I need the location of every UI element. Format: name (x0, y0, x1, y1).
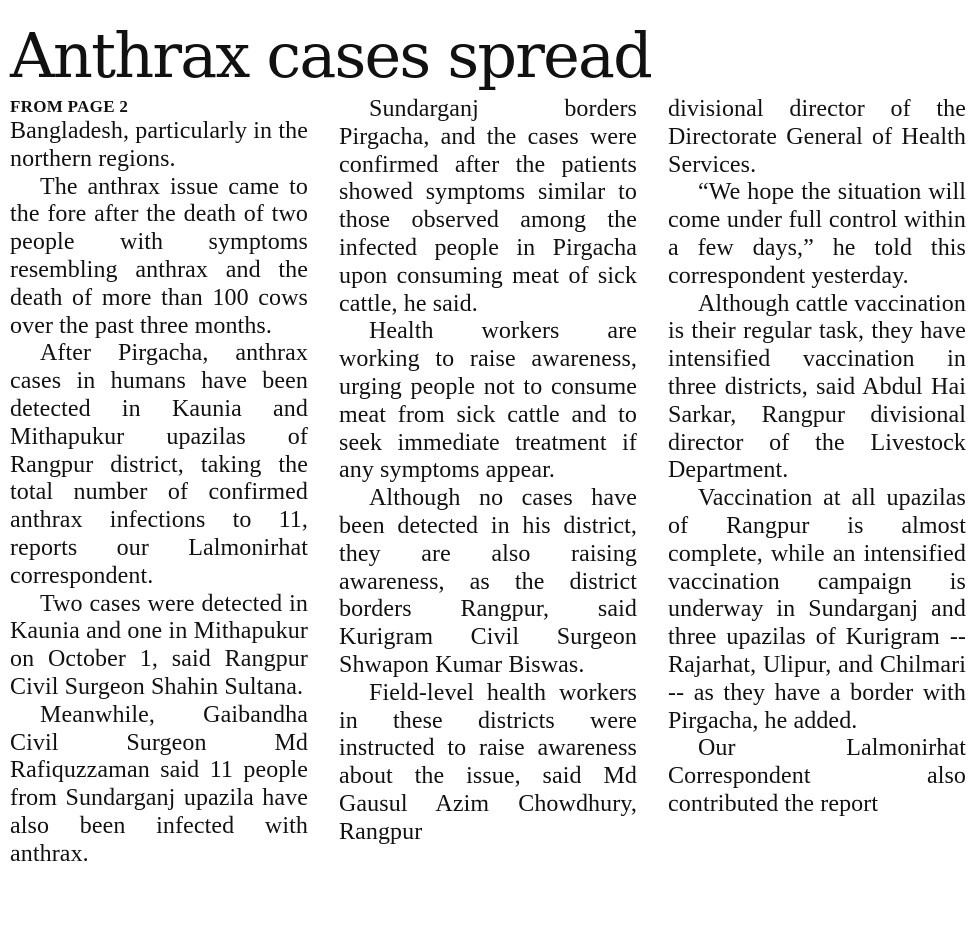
paragraph: Two cases were detected in Kaunia and one in Mithapukur on October 1, said Rangpur Civil Surgeon Shahin Sultana. (10, 590, 308, 700)
article-column-3 (668, 96, 966, 819)
article-column-2 (339, 96, 637, 847)
paragraph: Our Lalmonirhat Correspondent also contributed the report (668, 735, 966, 817)
paragraph: divisional director of the Directorate General of Health Services. (668, 96, 966, 178)
paragraph: “We hope the situation will come under full control within a few days,” he told this correspondent yesterday. (668, 179, 966, 289)
paragraph: Although no cases have been detected in his district, they are also raising awareness, as the district borders Rangpur, said Kurigram Civil Surgeon Shwapon Kumar Biswas. (339, 485, 637, 678)
paragraph: Bangladesh, particularly in the northern regions. (10, 118, 308, 172)
article-column-1 (10, 96, 308, 869)
paragraph: Sundarganj borders Pirgacha, and the cases were confirmed after the patients showed symptoms similar to those observed among the infected people in Pirgacha upon consuming meat of sick cattle, he said. (339, 96, 637, 317)
paragraph: The anthrax issue came to the fore after the death of two people with symptoms resembling anthrax and the death of more than 100 cows over the past three months. (10, 173, 308, 339)
headline: Anthrax cases spread (10, 19, 652, 92)
paragraph: Field-level health workers in these districts were instructed to raise awareness about the issue, said Md Gausul Azim Chowdhury, Rangpur (339, 679, 637, 845)
paragraph: Although cattle vaccination is their regular task, they have intensified vaccination in three districts, said Abdul Hai Sarkar, Rangpur divisional director of the Livestock Department. (668, 290, 966, 484)
paragraph: Health workers are working to raise awareness, urging people not to consume meat from sick cattle and to seek immediate treatment if any symptoms appear. (339, 318, 637, 484)
paragraph: Meanwhile, Gaibandha Civil Surgeon Md Rafiquzzaman said 11 people from Sundarganj upazila have also been infected with anthrax. (10, 701, 308, 867)
paragraph: Vaccination at all upazilas of Rangpur is almost complete, while an intensified vaccination campaign is underway in Sundarganj and three upazilas of Kurigram -- Rajarhat, Ulipur, and Chilmari -- as they have a border with Pirgacha, he added. (668, 485, 966, 734)
paragraph: After Pirgacha, anthrax cases in humans have been detected in Kaunia and Mithapukur upazilas of Rangpur district, taking the total number of confirmed anthrax infections to 11, reports our Lalmonirhat correspondent. (10, 340, 308, 589)
kicker-from-page: FROM PAGE 2 (10, 97, 129, 116)
